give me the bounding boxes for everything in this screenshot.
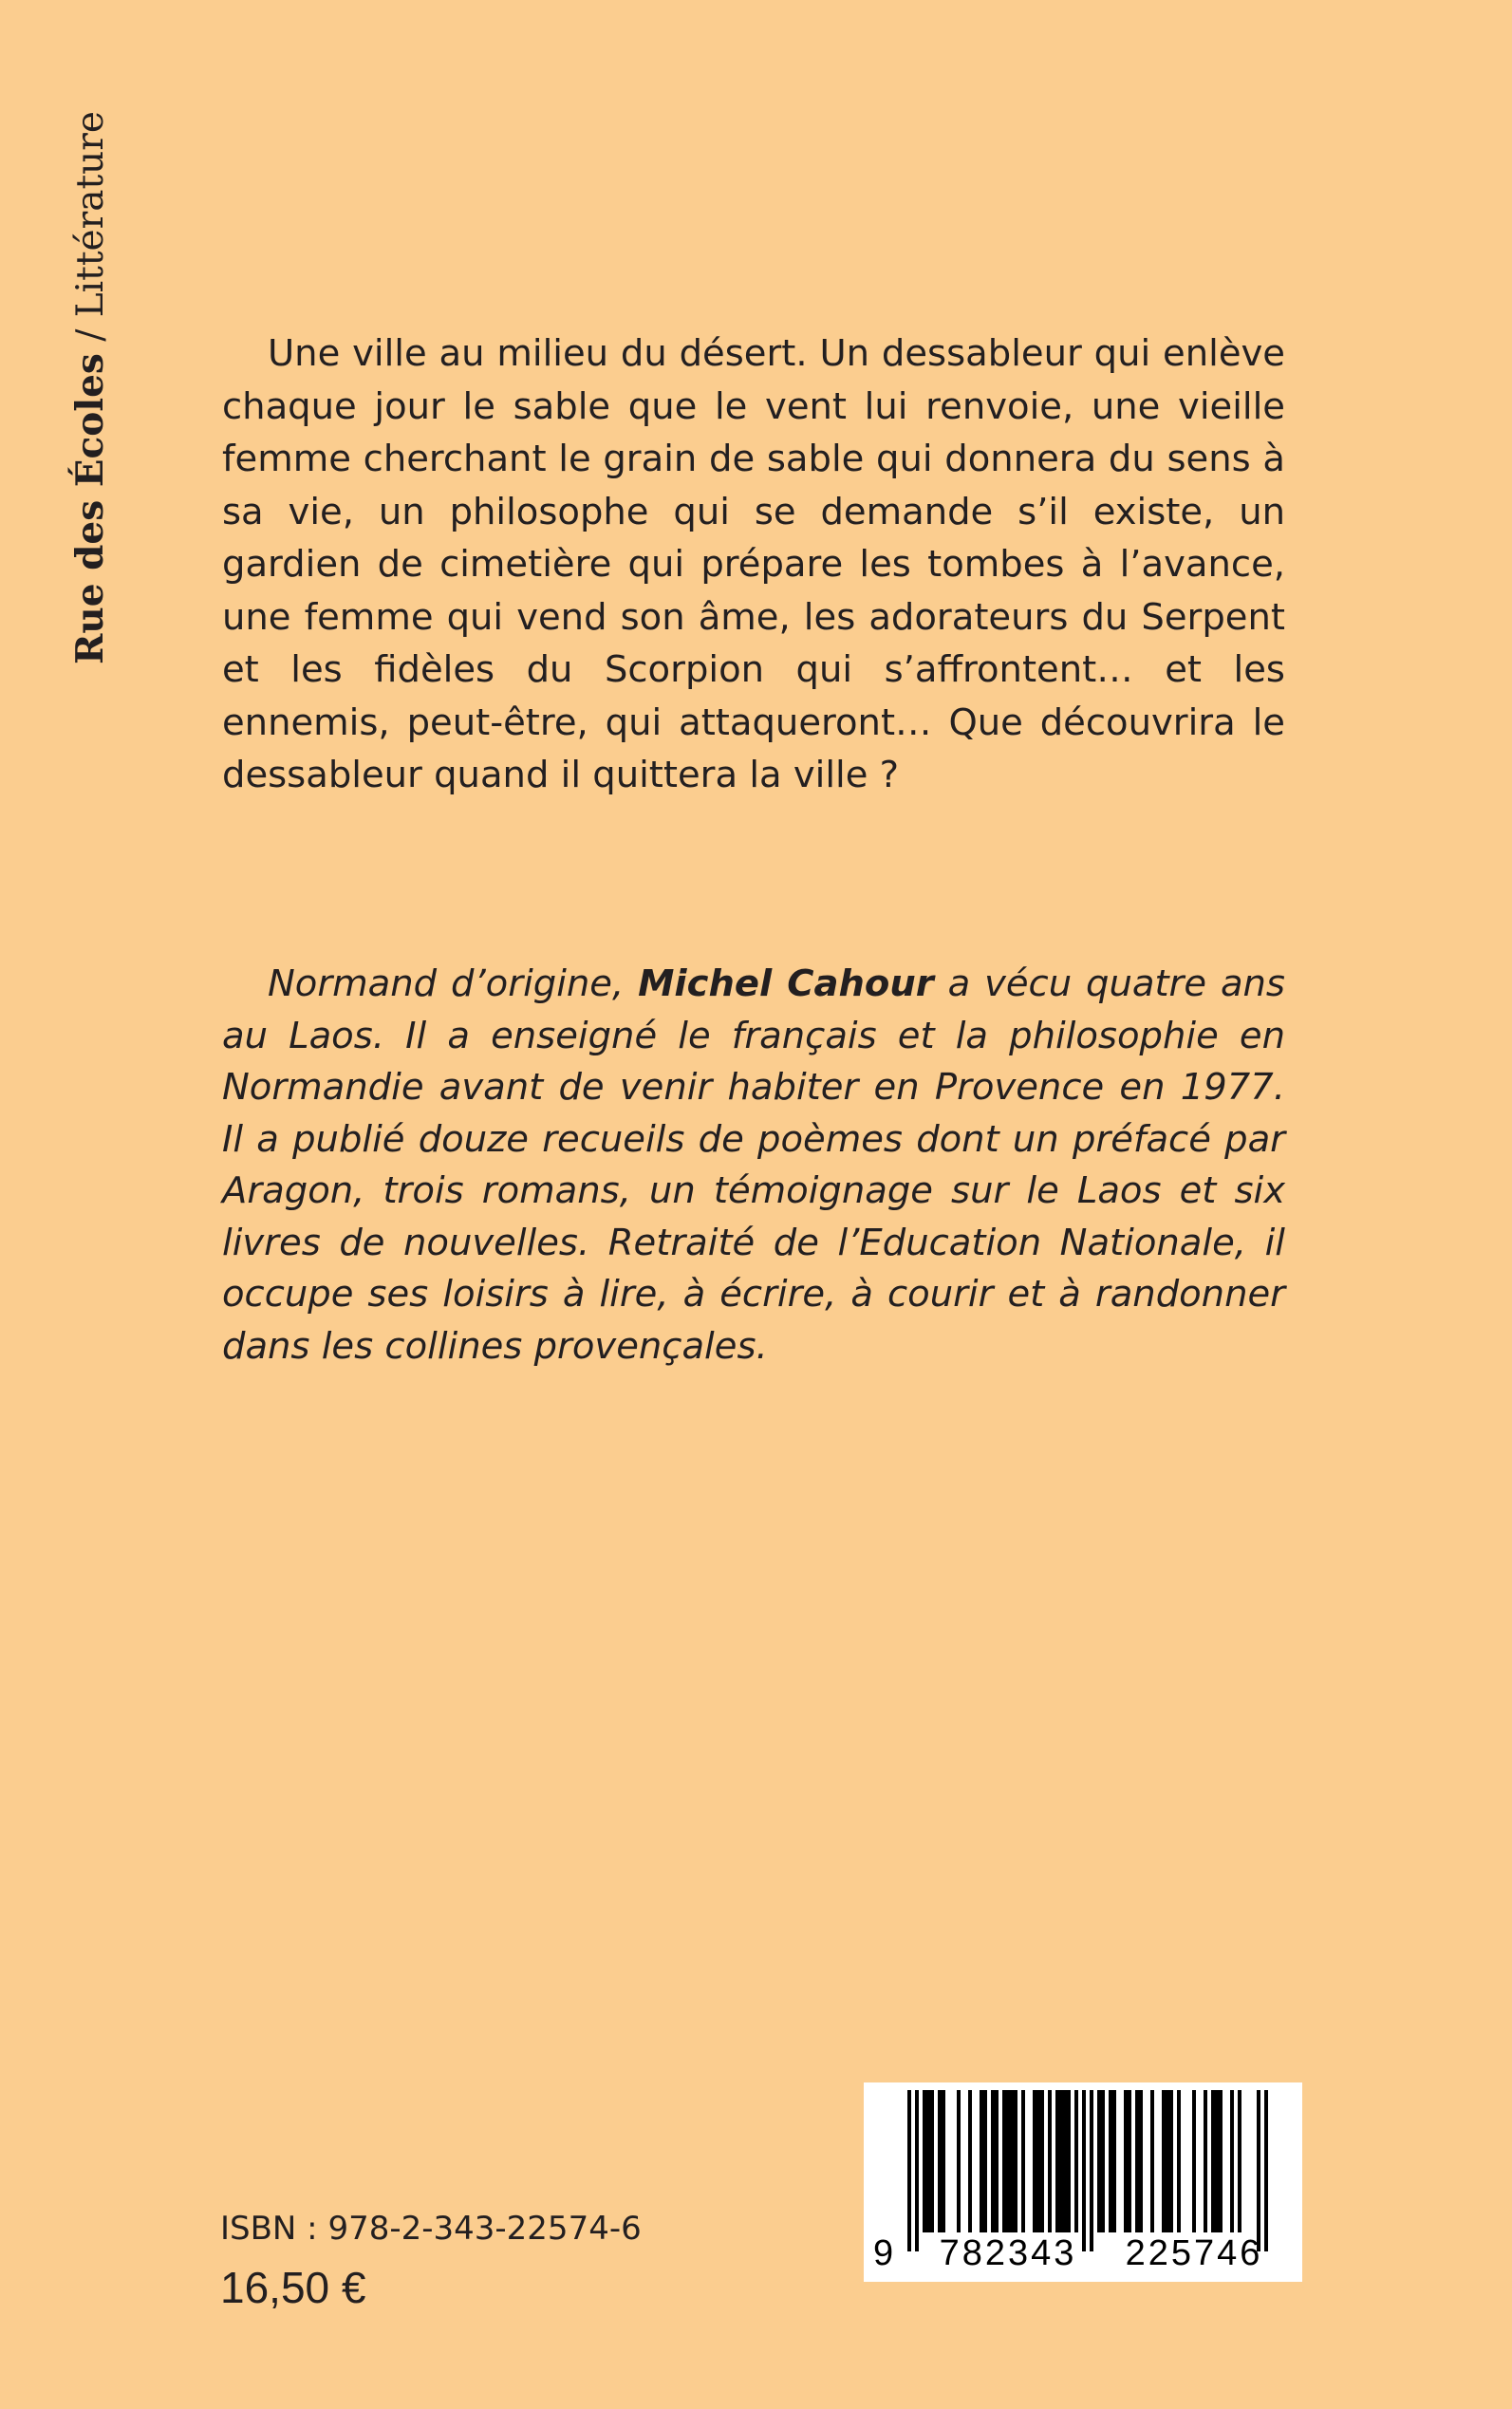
book-blurb: Une ville au milieu du désert. Un dessableur qui enlève chaque jour le sable que le vent lui renvoie, une vieille femme cherchant le grain de sable qui donnera du sens à sa vie, un philosophe qui se demande s’il existe, un gardien de cimetière qui prépare les tombes à l’avance, une femme qui vend son âme, les adorateurs du Serpent et les fidèles du Scorpion qui s’affrontent… et les ennemis, peut-être, qui attaqueront… Que découvrira le dessableur quand il quittera la ville ? (222, 332, 1285, 796)
series-name: Rue des Écoles (68, 353, 112, 664)
series-separator: / (69, 317, 112, 354)
barcode-bar (957, 2090, 961, 2232)
isbn-number: ISBN : 978-2-343-22574-6 (220, 2210, 642, 2248)
barcode-bar (915, 2090, 919, 2251)
barcode-bar (1021, 2090, 1025, 2232)
barcode-bar (1097, 2090, 1101, 2232)
barcode-first-digit: 9 (873, 2233, 894, 2273)
barcode-bar (1040, 2090, 1044, 2232)
barcode-bar (1112, 2090, 1116, 2232)
barcode-bar (995, 2090, 999, 2232)
barcode-bar (1215, 2090, 1219, 2232)
barcode-bar (1067, 2090, 1071, 2232)
barcode-bar (1109, 2090, 1112, 2232)
barcode (864, 2082, 1302, 2282)
barcode-bar (1166, 2090, 1169, 2232)
barcode-bar (930, 2090, 934, 2232)
barcode-bar (1150, 2090, 1154, 2232)
barcode-bar (1230, 2090, 1234, 2232)
barcode-bar (1169, 2090, 1173, 2232)
collection-name: Littérature (69, 111, 112, 318)
barcode-bar (938, 2090, 942, 2232)
bio-intro: Normand d’origine, (268, 962, 639, 1005)
barcode-bar (907, 2090, 911, 2251)
barcode-bar (1006, 2090, 1010, 2232)
barcode-bar (1059, 2090, 1063, 2232)
barcode-bar (1048, 2090, 1052, 2232)
barcode-bar (1192, 2090, 1196, 2232)
author-bio (222, 959, 1285, 1373)
barcode-bar (968, 2090, 972, 2232)
barcode-bar (983, 2090, 987, 2232)
barcode-bar (1162, 2090, 1166, 2232)
barcode-bar (1033, 2090, 1036, 2232)
barcode-digits (864, 2232, 1302, 2274)
barcode-bar (1074, 2090, 1078, 2232)
barcode-bar (1036, 2090, 1040, 2232)
barcode-bar (1063, 2090, 1067, 2232)
author-name: Michel Cahour (638, 962, 934, 1005)
barcode-left-group: 782343 (939, 2233, 1077, 2273)
barcode-bar (1257, 2090, 1260, 2251)
barcode-bar (1124, 2090, 1128, 2232)
barcode-bar (1090, 2090, 1093, 2251)
barcode-bar (1139, 2090, 1143, 2232)
barcode-bar (980, 2090, 983, 2232)
barcode-bar (923, 2090, 926, 2232)
barcode-bar (1211, 2090, 1215, 2232)
barcode-right-group: 225746 (1125, 2233, 1263, 2273)
barcode-bar (1010, 2090, 1014, 2232)
barcode-bar (1204, 2090, 1207, 2232)
barcode-bar (1135, 2090, 1139, 2232)
series-label (57, 76, 123, 664)
barcode-bar (1219, 2090, 1223, 2232)
barcode-bar (1101, 2090, 1105, 2232)
barcode-bar (991, 2090, 995, 2232)
barcode-bar (1177, 2090, 1181, 2232)
barcode-bar (926, 2090, 930, 2232)
barcode-bar (1238, 2090, 1241, 2232)
price: 16,50 € (220, 2263, 366, 2312)
barcode-bar (942, 2090, 945, 2232)
barcode-bar (1014, 2090, 1017, 2232)
barcode-bar (1002, 2090, 1006, 2232)
barcode-bar (1264, 2090, 1268, 2251)
barcode-bar (1082, 2090, 1086, 2251)
bio-text: a vécu quatre ans au Laos. Il a enseigné le français et la philosophie en Normandie avant de venir habiter en Provence en 1977. Il a publié douze recueils de poèmes dont un préfacé par Aragon, trois romans, un témoignage sur le Laos et six livres de nouvelles. Retraité de l’Education Nationale, il occupe ses loisirs à lire, à écrire, à courir et à randonner dans les collines provençales. (222, 962, 1285, 1368)
barcode-bar (1128, 2090, 1131, 2232)
barcode-bar (1055, 2090, 1059, 2232)
